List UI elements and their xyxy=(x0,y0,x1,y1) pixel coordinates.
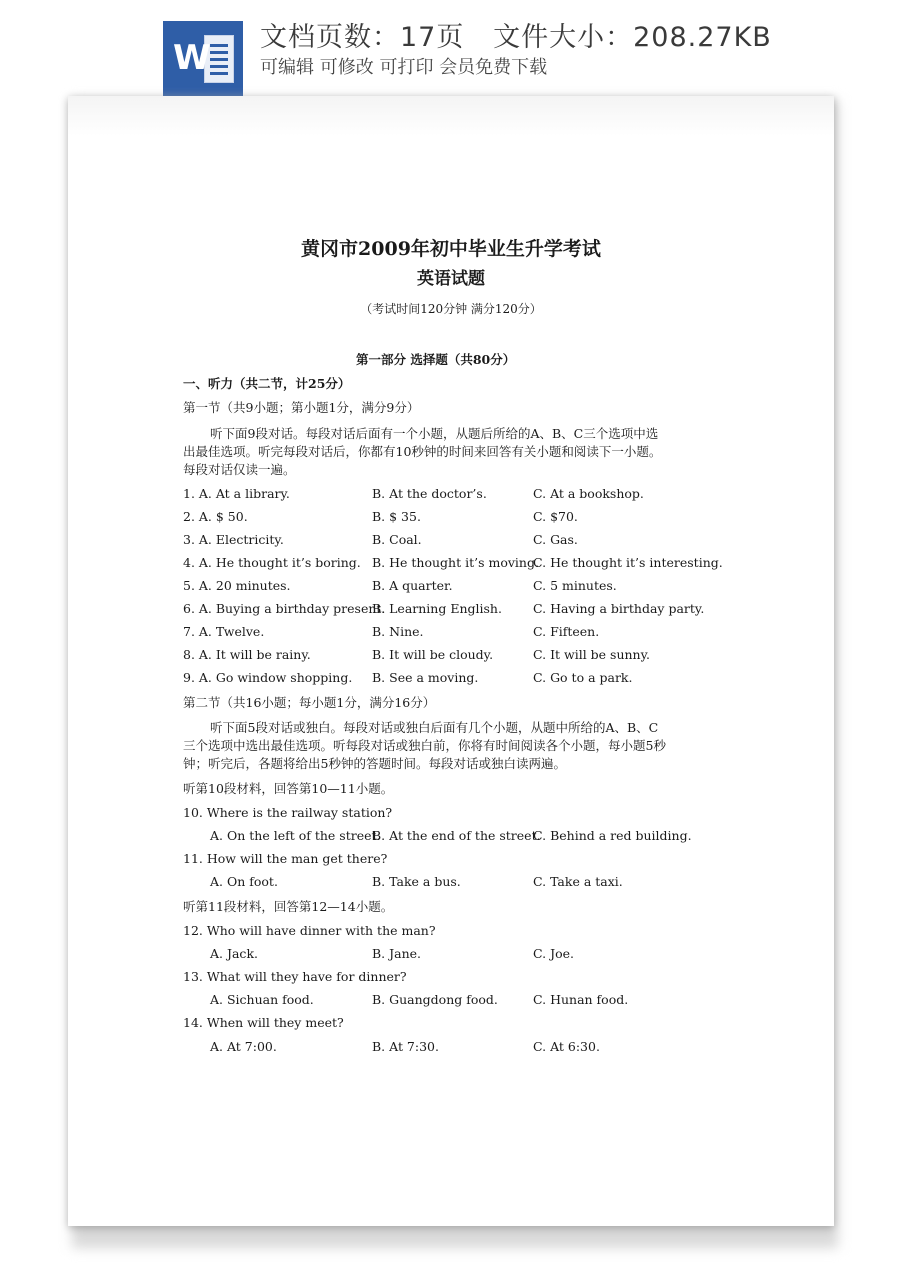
subsection-heading: 第一节（共9小题；第小题1分，满分9分） xyxy=(183,400,420,415)
question-row xyxy=(183,991,783,1009)
question-row xyxy=(183,945,783,963)
option-a: 8. A. It will be rainy. xyxy=(183,647,311,662)
document-stats: 文档页数：17页 文件大小：208.27KB xyxy=(260,22,772,53)
document-page xyxy=(68,96,834,1226)
option-c: C. 5 minutes. xyxy=(533,578,617,593)
option-b: B. At the doctor’s. xyxy=(372,486,487,501)
download-banner xyxy=(0,0,900,96)
question-row xyxy=(183,873,783,891)
option-a: 9. A. Go window shopping. xyxy=(183,670,353,685)
option-a: A. At 7:00. xyxy=(210,1039,277,1054)
subsection-heading: 第二节（共16小题；每小题1分，满分16分） xyxy=(183,695,436,710)
question-row xyxy=(183,827,783,845)
instruction-line: 出最佳选项。听完每段对话后，你都有10秒钟的时间来回答有关小题和阅读下一小题。 xyxy=(183,444,662,459)
question-row xyxy=(183,646,783,664)
option-b: B. Learning English. xyxy=(372,601,502,616)
material-heading: 听第10段材料，回答第10—11小题。 xyxy=(183,781,394,796)
instruction-line: 钟；听完后，各题将给出5秒钟的答题时间。每段对话或独白读两遍。 xyxy=(183,756,566,771)
question-text: 12. Who will have dinner with the man? xyxy=(183,923,436,938)
option-b: B. A quarter. xyxy=(372,578,453,593)
option-a: A. Sichuan food. xyxy=(210,992,314,1007)
section-heading: 一、听力（共二节，计25分） xyxy=(183,376,351,391)
option-a: 6. A. Buying a birthday present. xyxy=(183,601,386,616)
instruction-line: 每段对话仅读一遍。 xyxy=(183,462,296,477)
option-b: B. Guangdong food. xyxy=(372,992,498,1007)
option-c: C. At 6:30. xyxy=(533,1039,600,1054)
option-c: C. Gas. xyxy=(533,532,578,547)
material-heading: 听第11段材料，回答第12—14小题。 xyxy=(183,899,394,914)
option-b: B. He thought it’s moving. xyxy=(372,555,539,570)
word-document-icon xyxy=(163,21,243,96)
option-b: B. At the end of the street. xyxy=(372,828,541,843)
option-b: B. See a moving. xyxy=(372,670,479,685)
part-heading: 第一部分 选择题（共80分） xyxy=(356,352,516,367)
exam-info: （考试时间120分钟 满分120分） xyxy=(360,302,542,316)
question-text: 14. When will they meet? xyxy=(183,1015,344,1030)
option-c: C. Behind a red building. xyxy=(533,828,692,843)
option-c: C. Fifteen. xyxy=(533,624,600,639)
instruction-line: 听下面5段对话或独白。每段对话或独白后面有几个小题，从题中所给的A、B、C xyxy=(210,720,659,735)
question-row xyxy=(183,485,783,503)
option-c: C. Having a birthday party. xyxy=(533,601,705,616)
option-b: B. Jane. xyxy=(372,946,422,961)
question-row xyxy=(183,1038,783,1056)
question-row xyxy=(183,623,783,641)
exam-title: 黄冈市2009年初中毕业生升学考试 xyxy=(301,238,601,260)
option-c: C. $70. xyxy=(533,509,578,524)
option-b: B. $ 35. xyxy=(372,509,421,524)
option-c: C. He thought it’s interesting. xyxy=(533,555,723,570)
option-a: 1. A. At a library. xyxy=(183,486,290,501)
instruction-line: 听下面9段对话。每段对话后面有一个小题，从题后所给的A、B、C三个选项中选 xyxy=(210,426,659,441)
option-b: B. Coal. xyxy=(372,532,422,547)
option-a: A. Jack. xyxy=(210,946,258,961)
option-a: 4. A. He thought it’s boring. xyxy=(183,555,361,570)
question-row xyxy=(183,554,783,572)
page-top-edge xyxy=(68,96,834,136)
question-text: 10. Where is the railway station? xyxy=(183,805,393,820)
document-features: 可编辑 可修改 可打印 会员免费下载 xyxy=(260,57,548,78)
option-b: B. Nine. xyxy=(372,624,424,639)
option-a: 7. A. Twelve. xyxy=(183,624,265,639)
instruction-line: 三个选项中选出最佳选项。听每段对话或独白前，你将有时间阅读各个小题，每小题5秒 xyxy=(183,738,666,753)
option-c: C. It will be sunny. xyxy=(533,647,650,662)
question-row xyxy=(183,600,783,618)
question-row xyxy=(183,669,783,687)
option-c: C. At a bookshop. xyxy=(533,486,644,501)
option-b: B. Take a bus. xyxy=(372,874,461,889)
question-text: 11. How will the man get there? xyxy=(183,851,388,866)
option-c: C. Hunan food. xyxy=(533,992,629,1007)
question-row xyxy=(183,508,783,526)
option-c: C. Joe. xyxy=(533,946,574,961)
option-b: B. It will be cloudy. xyxy=(372,647,494,662)
option-a: 3. A. Electricity. xyxy=(183,532,284,547)
option-b: B. At 7:30. xyxy=(372,1039,439,1054)
question-row xyxy=(183,531,783,549)
question-text: 13. What will they have for dinner? xyxy=(183,969,407,984)
option-c: C. Take a taxi. xyxy=(533,874,623,889)
option-a: 5. A. 20 minutes. xyxy=(183,578,291,593)
option-a: 2. A. $ 50. xyxy=(183,509,248,524)
word-letter: W xyxy=(173,38,211,78)
option-c: C. Go to a park. xyxy=(533,670,633,685)
question-row xyxy=(183,577,783,595)
option-a: A. On foot. xyxy=(210,874,278,889)
option-a: A. On the left of the street. xyxy=(210,828,381,843)
exam-subject: 英语试题 xyxy=(417,269,485,289)
